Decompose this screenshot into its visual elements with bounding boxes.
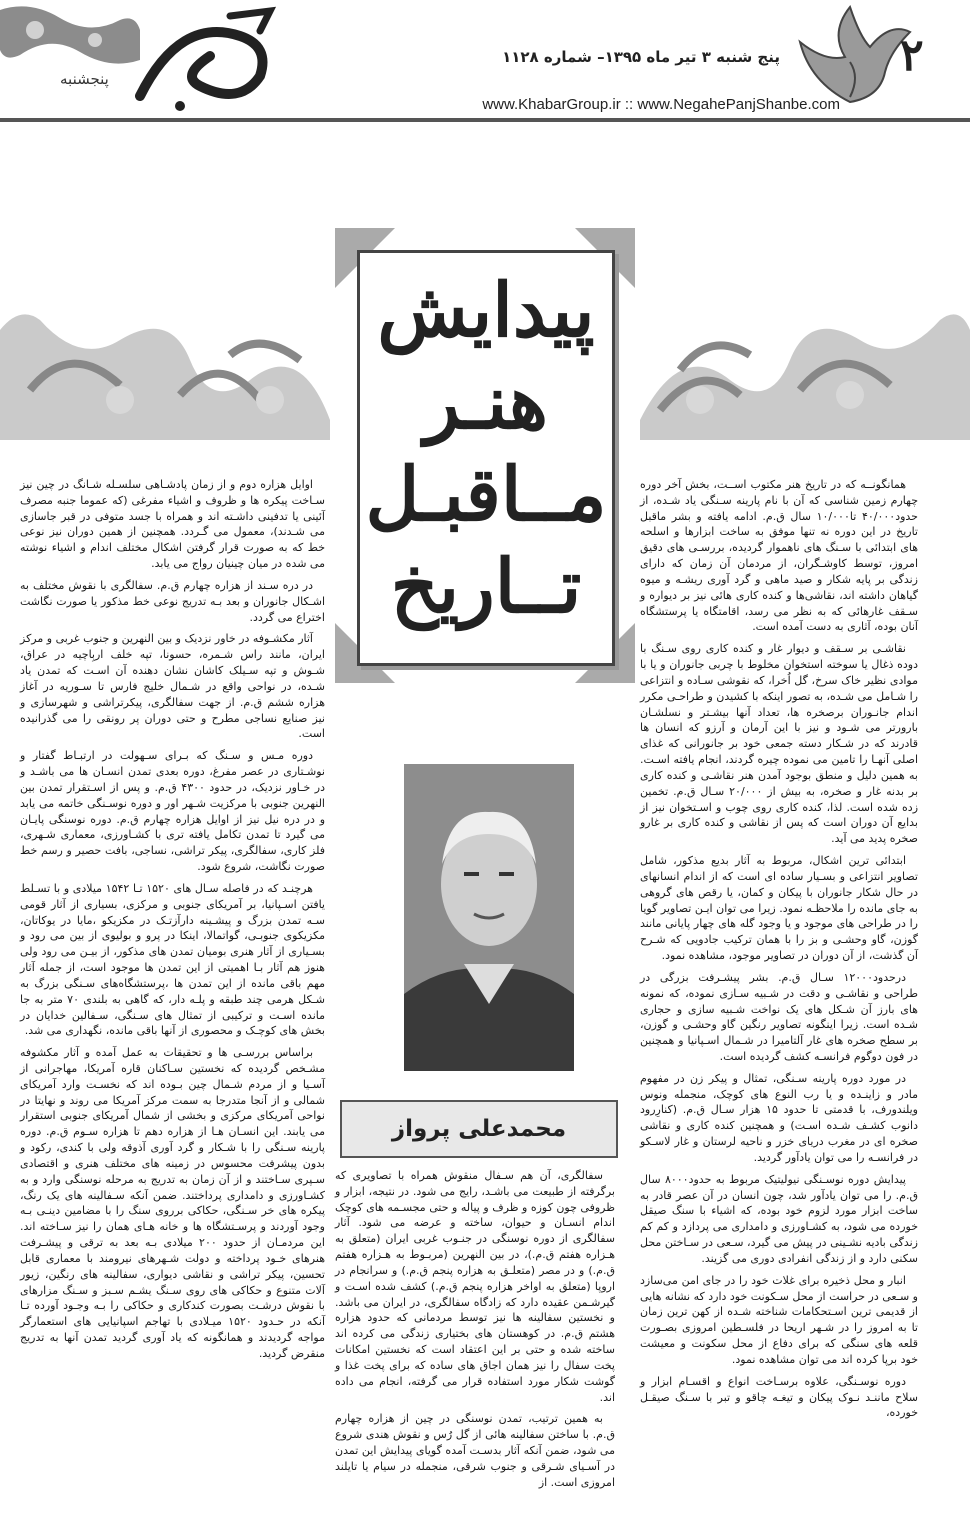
paragraph: در دره سـند از هزاره چهارم ق.م. سفالگری با نقوش مختلف به اشـکال جانوران و بعد بـه تدریج نوعی خط مذکور یا صورت نگاشت اختراع می گردد. — [20, 578, 325, 624]
paragraph: درحدود۱۲۰۰۰ سـال ق.م. بشر پیشـرفت بزرگی در طراحی و نقاشـی و دقت در شـبیه سـازی نموده، که نمونه های بارز آن شـکل های یک نواخت شـبیه سازی و حجاری شـده است. زیرا اینگونه تصاویر رنگین گاو وحشـی و گوزن، بر سطح صخره های غار آلتامیرا در شـمال اسـپانیا و همچنین در فون دوگوم فرانسـه کشف گردیده است. — [640, 970, 918, 1063]
author-name: محمدعلی پرواز — [340, 1100, 618, 1158]
page-header — [0, 0, 970, 130]
paragraph: دوره نوسـنگی، علاوه برسـاخت انواع و اقسـام ابزار و سلاح ماننـد نـوک پیکان و تیغـه چاقو و تبر با سـنگ صیقـل خورده، — [640, 1374, 918, 1420]
newspaper-logo — [120, 6, 290, 116]
author-photo — [404, 764, 574, 1071]
paragraph: ابتدائی ترین اشکال، مربوط به آثار بدیع مذکور، شامل تصاویر انتزاعی و بسـیار ساده ای است که از اندام انسانهای در حال شکار جانوران با پیکان و کمان، یا رقص های گروهی به جای مانده را ملاحظـه نمود. زیرا می توان ایـن تصاویر گویا را در طراحی های موجود و یا وجود گله های چهار پایانی مانند گوزن، گاو وحشـی و بز را با همان ترکیب جادویی که شـرح آن گذشت، از آن دوران در تصاویر موجود، مشاهده نمود. — [640, 854, 918, 963]
paragraph: پیدایش دوره نوسـنگی نیولیتیک مربوط به حدود۸۰۰۰ سال ق.م. را می توان یادآور شد، چون انسان در آن عصر قادر به ساخت ابزار مورد لزوم خود بوده، که اشیاء با سنگ صیقل خورده می شود، به کشـاورزی و دامداری می پردازد و کم کم زندگی بادیه نشـینی در پیش می گیرد، سـعی در سـاختن محل سکنی دارد و از زندگی انفرادی دوری می گزیند. — [640, 1172, 918, 1265]
page-number: ۲ — [900, 30, 924, 81]
headline-line-4: تــاریخ — [390, 544, 582, 630]
article-column-middle — [335, 1168, 615, 1488]
paragraph: براساس بررسـی ها و تحقیقات به عمل آمده و آثار مکشوفه مشـخص گردیده که نخستین سـاکنان قاره آمریکا، مهاجرانی از آسـیا و از مردم شـمال چین بـوده اند که نخسـت وارد آمریکای شمالی و از آنجا متدرجا به سمت مرکز آمریکا می روند و نهایتا در نواحی آمریکای مرکزی و بخشی از شمال آمریکای جنوبی استقرار می یابند. این انسـان هـا از هزاره دهم تا هزاره سـوم ق.م. دوره پارینه سـنگی را با شـکار و گرد آوری آذوقه ولی با کندی، رکود و بدون پیشرفت محسوس در زمینه های مختلف هنری و اقتصادی سـپری سـاختند و از آن زمان به تدریج به مرحله نوسنگی وارد و به کشـاورزی و دامداری پرداختند. ضمن آنکه سـفالینه های یک رنگ، پیکره های خر سـنگی، حکاکی برروی سنگ را با مضامین دینـی بـه وجود آوردند و پرسـتشگاه ها و خانه هـای همان را نیز سـاخته اند. این مردمـان از حدود ۲۰۰ میلادی بـه بعد به ترقی و پیشـرفت هنرهای خـود پرداخته و دولت شـهرهای نیرومند با معماری قابل تحسین، پیکر تراشی و نقاشی دیواری، سفالینه های رنگین، زیور آلات متنوع و حکاکی های روی سـنگ یشـم سـبز و سـنگ مزارهای با نقوش درشـت بصورت کندکاری و حکاکی را بـه وجـود آورده تـا آنکه در حـدود ۱۵۲۰ میـلادی با تهاجم اسپانیایی های استعمارگر مواجه گردیدند و همانگونه که یاد آوری گردید تمدن آنها به تدریج منقرض گردید. — [20, 1046, 325, 1360]
paragraph: در مورد دوره پارینه سـنگی، تمثال و پیکر زن در مفهوم مادر و زاینـده و یا رب النوع های کوچک، منجمله ونوس ویلندورف، با قدمتی تا حدود ۱۵ هزار سـال ق.م. (کنارِرود دانوب کشـف شـده اسـت) و همچنین کنده کاری و نقاشی صخره ای در مغرب دریای خزر و ناحیه لرستان و غار لاسـکو در فرانسـه را می توان یادآور گردید. — [640, 1071, 918, 1164]
headline-line-2: هنـر — [424, 360, 548, 446]
issue-date-line: پنج شنبه ۳ تیر ماه ۱۳۹۵– شماره ۱۱۲۸ — [502, 48, 780, 66]
paragraph: هرچنـد که در فاصله سـال های ۱۵۲۰ تـا ۱۵۴۲ میلادی و با تسـلط یافتن اسـپانیا، بر آمریکای جنوبی و مرکزی، بسیاری از آثار قومی سـه تمدن بزرگ و پیشـینه دارآزتـک در مکزیکو ،مایا در یوکاتان، مکزیکوی جنوبـی، گواتمالا، اینکا در پرو و بولیوی از بین می رود و بسـیاری از آثار هنری بومیان تمدن های مذکور، از بیـن می رود ولی هنوز هم آثار بـا اهمیتی از این تمدن ها موجود است، از جمله آثار مهم باقی مانده از این تمدن ها ،پرستشگاه‌های سـنگی بزرگ به شـکل هرمی چند طبقه و پلـه دار، که گاهی به بلندی ۷۰ متر به جا مانده اسـت و ترکیبی از تمثال های سـنگی، سـفالین خدایان در بخش های کوچـک و محصوری از آنها باقی مانده، نگهداری می شد. — [20, 881, 325, 1038]
paragraph: نقاشـی بر سـقف و دیوار غار و کنده کاری روی سـنگ با دوده ذغال یا سوخته استخوان مخلوط با چربی جانوران و یا با موادی نظیر خاک سرخ، گل اُخرا، که نقوشی سـاده و انتزاعی را شـامل می شـده، به تصور اینکه با کشیدن و طراحـی مکرر اندام جانـوران برصخره ها، تعداد آنها بیشـتر و نسلشـان بارورتر می شـود و نیز با این آرمان و آرزو که انسان ها قادرند که در شـکار دسته جمعی خود بر جانورانی که غذای اصلی آنهـا را تامین می نموده چیره گردند، انجام یافته اسـت. به همین دلیل و منطق بوجود آمدن هنر نقاشـی و کنده کاری بر بدنه غار و صخره، به بیش از ۲۰/۰۰۰ سـال ق.م. تخمین زده شده است. لذا، کنده کاری روی چوب و اسـتخوان نیز از بدایع آن دوران است که پس از نقاشی و کنده کاری بر غارو صخره پدید می آید. — [640, 642, 918, 846]
paragraph: سفالگری، آن هم سـفال منقوش همراه با تصاویری که برگرفته از طبیعت می باشـد، رایج می شود. در نتیجه، ابزار و ظروفی چون کوزه و ظرف و پیاله و حتی مجسـمه های کوچک اندام انسـان و حیوان، ساخته و عرضه می شود. آثار سفالگری از دوره نوسنگی در جنـوب غربی ایران (متعلق به هـزاره هفتم ق.م.)، در بین النهرین (مربـوط به هـزاره هفتم ق.م.) و در مصر (متعلـق به هزاره پنجم ق.م.) و سرانجام در اروپا (متعلق به اواخر هزاره پنجم ق.م.) کشف شده اسـت و گیرشـمن عقیده دارد که زادگاه سفالگری، در ایران می باشد. و نخستین سفالینه ها نیز توسط مردمانی که حدود هزاره هشتم ق.م. در کوهستان های بختیاری زندگی می کرده اند ساخته شده و حتی بر این اعتقاد است که نخستین امکانات پخت سفال را نیز همان اجاق های ساده که برای پخت غذا و گوشت شکار مورد استفاده قرار می گرفته، انجام می داده اند. — [335, 1169, 615, 1404]
website-urls[interactable]: www.KhabarGroup.ir :: www.NegahePanjShanbe.com — [482, 96, 840, 113]
paragraph: انبار و محل ذخیره برای غلات خود را در جای امن می‌سازد و سـعی در حراست از محل سـکونت خود دارد که نشانه هایی از قدیمی ترین اسـتحکامات شناخته شـده از کهن ترین زمان تا به امروز را در شـهر اریحا در فلسـطین امروزی بصـورت قلعه های سنگی که برای دفاع از محل سکونت و معیشت خود برپا کرده اند می توان مشاهده نمود. — [640, 1273, 918, 1366]
headline-line-1: پیدایش — [377, 268, 595, 354]
paragraph: همانگونــه که در تاریخ هنر مکتوب اســت، بخش آخر دوره چهارم زمین شناسی که آن با نام پارینه سـنگی یاد شـده، از حدود۴۰/۰۰۰ تا۱۰/۰۰۰ سال ق.م. ادامه یافته و بشر ماقبل تاریخ در این دوره نه تنها موفق به ساخت ابزارها و اسلحه های ابتدائی با سـنگ های ناهموار گردیده، بررسـی های دقیق امروز، توسط کاوشـگران، از مردمان آن زمان که دارای زندگی بر پایه شکار و صید ماهی و گرد آوری ریشـه و میوه گیاهان داشته اند، نقاشی‌ها و کنده کاری هائی نیز بر دیواره و سـقف غارهائی که به نظر می رسد، اقامتگاه یا پرستشگاه آنان بوده، آثاری به دست آمده است. — [640, 478, 918, 634]
paragraph: اوایل هزاره دوم و از زمان پادشـاهی سلسـله شـانگ در چین نیز سـاخت پیکره ها و ظروف و اشیاء مفرغی (که عموما جنبه مصرف آئینی یا تدفینی داشـته اند و همراه با جسد متوفی در قبر جاسازی می شـدند)، معمول می گـردد. همچنین از همین دوران نیز نوعی خط که به صورت قرار گرفتن اشکال مختلف اندام و اشیاء نوشته می شده در میان چینیان رواج می یابد. — [20, 478, 325, 571]
article-column-right — [640, 477, 918, 1507]
headline-frame — [335, 228, 635, 683]
header-ornament-left — [0, 0, 140, 70]
logo-subtitle: پنجشنبه — [60, 70, 109, 88]
paragraph: دوره مـس و سـنگ که بـرای سـهولت در ارتبـاط گفتار و نوشـتاری در عصر مفرغ، دوره بعدی تمدن انسـان ها می باشـد و در خـاور نزدیک، در حدود ۴۳۰۰ ق.م. و پس از اسـتقرار تمدن بین النهرین جنوبی با مرکزیت شـهر اور و دوره نوسـنگی خاتمه می یابد و در دره نیل نیز از اوایل هزاره چهارم ق.م. دوره نوسنگی پایـان می گیرد تا تمدن تکامل یافته تری با کشـاورزی، معماری شـهری، فلز کاری، سفالگری، پیکر تراشی، نساجی، بافت حصیر و رسم خط صورت نگاشت، شروع شود. — [20, 749, 325, 874]
paragraph: آثار مکشـوفه در خاور نزدیک و بین النهرین و جنوب غربی و مرکز ایران، مانند راس شـمره، حسونا، تپه خلف اربِاچیه در عراق، شـوش و تپه سـیلک کاشان نشان دهنده آن اسـت که تمدن یاد شـده، در نواحی واقع در شـمال خلیج فارس تا سـوریه در آغاز هزاره ششم ق.م. از جهت سفالگری، پیکرتراشی و شهرسازی و نیز صنایع نساجی مطرح و حتی دوران پر رونقی را می گذرانیده است. — [20, 632, 325, 741]
article-column-left — [20, 477, 325, 1507]
paragraph: به همین ترتیب، تمدن نوسنگی در چین از هزاره چهارم ق.م. با ساختن سفالینه هائی از گل رُس و نقوش هندی شروع می شود، ضمن آنکه آثار بدسـت آمده گویای پیدایش این تمدن در آسـیای شـرقی و جنوب شرقی، منجمله در سیام یا تایلند امروزی است. از — [335, 1412, 615, 1489]
headline-line-3: مــاقبـل — [365, 452, 607, 538]
arabesque-ornament-right — [640, 300, 970, 440]
phoenix-illustration — [790, 2, 915, 112]
headline — [357, 250, 615, 666]
arabesque-ornament-left — [0, 300, 330, 440]
header-divider — [0, 118, 970, 122]
